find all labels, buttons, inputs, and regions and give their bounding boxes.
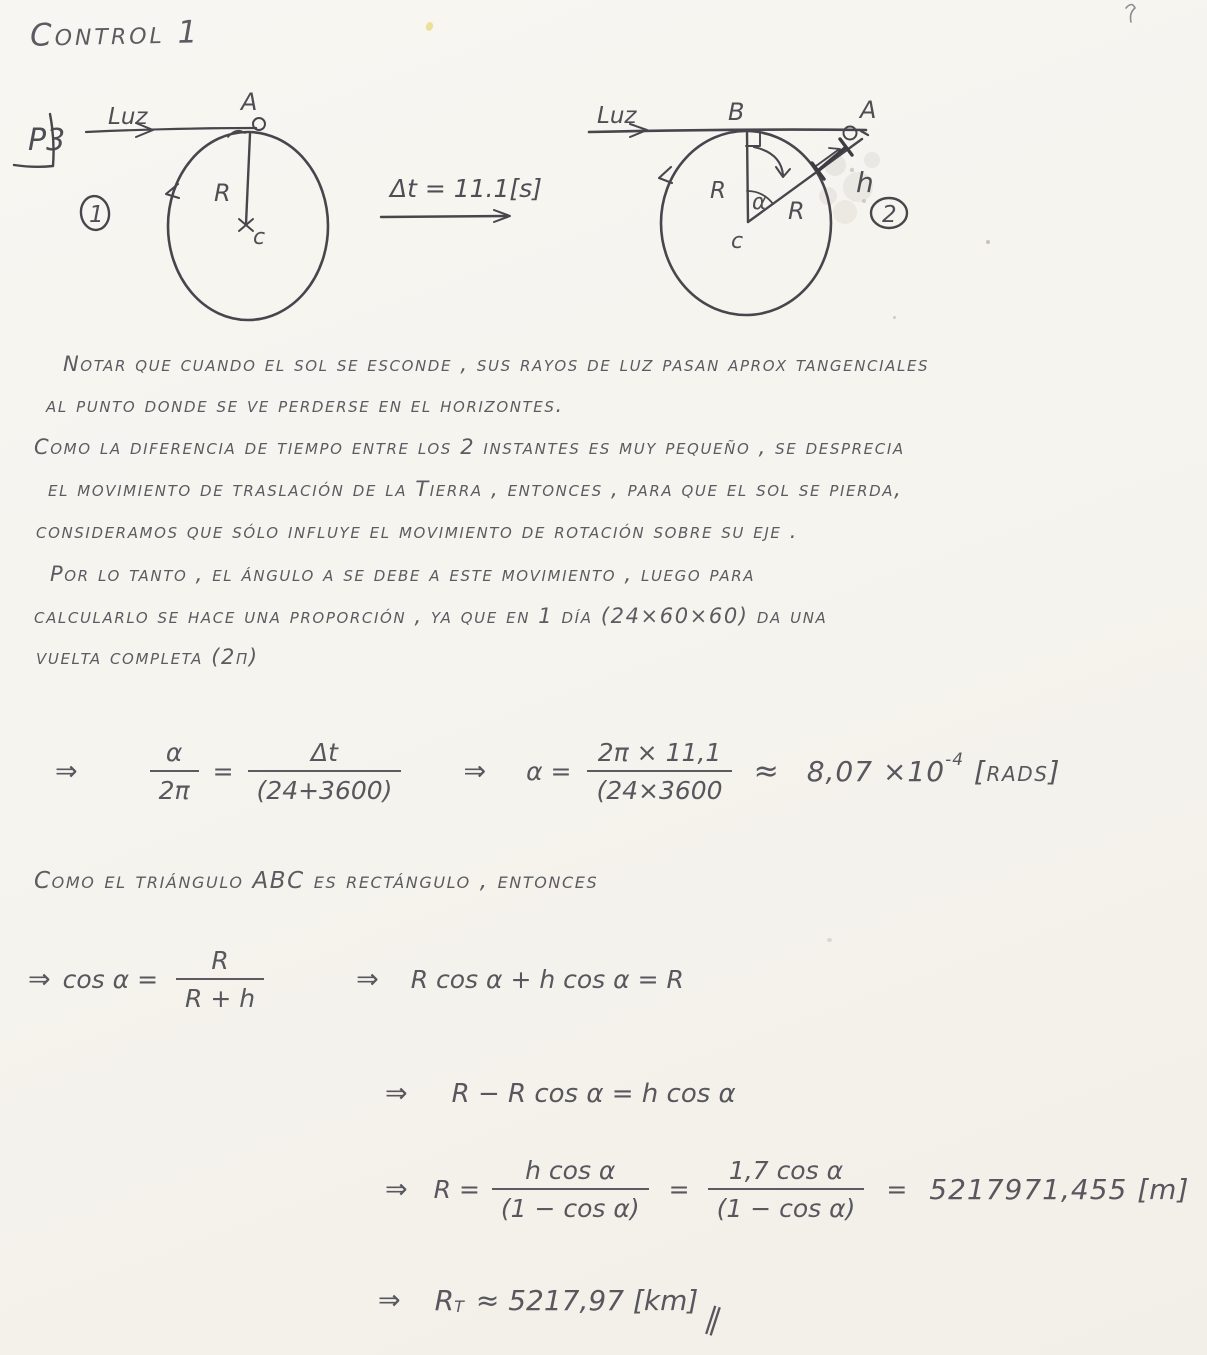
note-line-2: al punto donde se ve perderse en el horizontes. — [46, 393, 564, 417]
fraction-denominator: R + h — [176, 978, 264, 1013]
point-a-label-2: A — [860, 96, 877, 124]
eq-final-row — [378, 1283, 727, 1339]
note-line-7: calcularlo se hace una proporción , ya que en 1 día (24×60×60) da una — [34, 604, 828, 628]
alpha-result — [806, 749, 1062, 788]
point-a-label-1: A — [241, 88, 258, 116]
center-label-1: c — [253, 225, 266, 250]
fraction-numerator: R — [211, 946, 229, 975]
note-line-3: Como la diferencia de tiempo entre los 2 instantes es muy pequeño , se desprecia — [34, 435, 905, 459]
fraction-r-over-r-plus-h — [176, 946, 264, 1013]
implies-arrow: ⇒ — [378, 1285, 401, 1316]
center-label-2: c — [731, 229, 744, 254]
observer-marker-1 — [253, 118, 265, 130]
end-of-solution-mark: ∥ — [701, 1300, 727, 1339]
eq-cosine-row — [28, 946, 684, 1013]
dust-speck-artifact — [827, 938, 832, 942]
radius-slant-label: R — [788, 197, 805, 225]
transition-group — [381, 174, 542, 222]
fraction-hcos-over-1-minus-cos — [492, 1156, 649, 1223]
implies-arrow: ⇒ — [356, 964, 379, 995]
fraction-denominator: (24×3600 — [587, 770, 731, 805]
fraction-numerator: Δt — [311, 738, 338, 767]
diagram-band — [0, 85, 1207, 355]
alpha-equals: α = — [526, 757, 572, 786]
radius-vertical-line — [747, 132, 748, 222]
earth-radius-subscript: T — [454, 1297, 464, 1316]
dust-speck-artifact — [986, 240, 990, 244]
diagram-2-earth-after — [589, 96, 907, 315]
transition-arrow-line — [381, 216, 506, 217]
fraction-alpha-over-2pi — [150, 738, 199, 805]
ray-end-tick — [861, 131, 868, 135]
fraction-numerator: 1,7 cos α — [728, 1156, 844, 1185]
implies-arrow: ⇒ — [463, 756, 487, 787]
alpha-result-exponent: -4 — [945, 749, 965, 770]
note-line-5: consideramos que sólo influye el movimiento de rotación sobre su eje . — [36, 519, 799, 543]
equals-sign: = — [886, 1175, 908, 1204]
note-line-8: vuelta completa (2π) — [36, 645, 259, 669]
fraction-dt-over-day — [248, 738, 402, 805]
yellow-speck-artifact — [425, 21, 435, 32]
problem-label-group — [14, 114, 65, 167]
triangle-statement: Como el triángulo ABC es rectángulo , entonces — [34, 868, 599, 894]
point-b-label: B — [728, 98, 745, 126]
r-equals: R = — [433, 1175, 480, 1204]
light-ray-label-2: Luz — [597, 103, 637, 129]
height-label: h — [856, 166, 874, 199]
problem-label: P3 — [28, 123, 66, 158]
radius-vertical-label: R — [710, 178, 726, 204]
state-2-number: 2 — [882, 202, 897, 228]
implies-arrow: ⇒ — [385, 1174, 408, 1205]
eq-proportion-row — [55, 738, 1061, 805]
final-result-value: ≈ 5217,97 [km] — [475, 1284, 699, 1317]
diagram-1-earth-before — [79, 88, 328, 320]
implies-arrow: ⇒ — [385, 1078, 408, 1109]
note-line-4: el movimiento de traslación de la Tierra , entonces , para que el sol se pierda, — [48, 477, 903, 501]
implies-arrow: ⇒ — [28, 964, 51, 995]
delta-t-label: Δt = 11.1[s] — [390, 174, 542, 203]
fraction-numerator: 2π × 11,1 — [597, 738, 722, 767]
fraction-denominator: (1 − cos α) — [492, 1188, 649, 1223]
alpha-result-unit: [rads] — [973, 755, 1062, 788]
note-line-1: Notar que cuando el sol se esconde , sus rayos de luz pasan aprox tangenciales — [63, 352, 930, 376]
note-line-6: Por lo tanto , el ángulo α se debe a este movimiento , luego para — [50, 562, 756, 586]
fraction-denominator: (1 − cos α) — [708, 1188, 865, 1223]
radius-meters-result: 5217971,455 [m] — [929, 1173, 1190, 1206]
approx-sign: ≈ — [753, 754, 779, 789]
light-ray-label-1: Luz — [108, 104, 148, 130]
fraction-denominator: 2π — [150, 770, 199, 805]
eq-rearranged-row — [385, 1078, 736, 1109]
equals-sign: = — [212, 757, 234, 786]
dust-speck-artifact — [893, 316, 896, 319]
alpha-result-base: 8,07 ×10 — [806, 755, 946, 788]
implies-arrow: ⇒ — [55, 756, 78, 787]
radius-line-1 — [246, 134, 250, 224]
eq-solve-row — [385, 1156, 1189, 1223]
fraction-17cos-over-1-minus-cos — [708, 1156, 865, 1223]
page-title: Control 1 — [29, 14, 201, 54]
state-1-number: 1 — [89, 202, 104, 228]
rearranged-equation: R − R cos α = h cos α — [451, 1078, 736, 1109]
earth-radius-symbol: R — [434, 1284, 455, 1317]
earth-circle-2 — [661, 131, 831, 315]
light-ray-line-2 — [589, 130, 866, 132]
fraction-alpha-value — [587, 738, 731, 805]
fraction-numerator: α — [165, 738, 183, 767]
radius-label-1: R — [214, 179, 231, 207]
fraction-numerator: h cos α — [525, 1156, 616, 1185]
expanded-equation: R cos α + h cos α = R — [410, 965, 684, 994]
pen-squiggle-artifact — [1120, 0, 1144, 28]
alpha-label: α — [752, 190, 767, 215]
fraction-denominator: (24+3600) — [248, 770, 402, 805]
observer-marker-2 — [844, 127, 857, 140]
cos-alpha-equals: cos α = — [62, 965, 159, 994]
equals-sign: = — [668, 1175, 690, 1204]
